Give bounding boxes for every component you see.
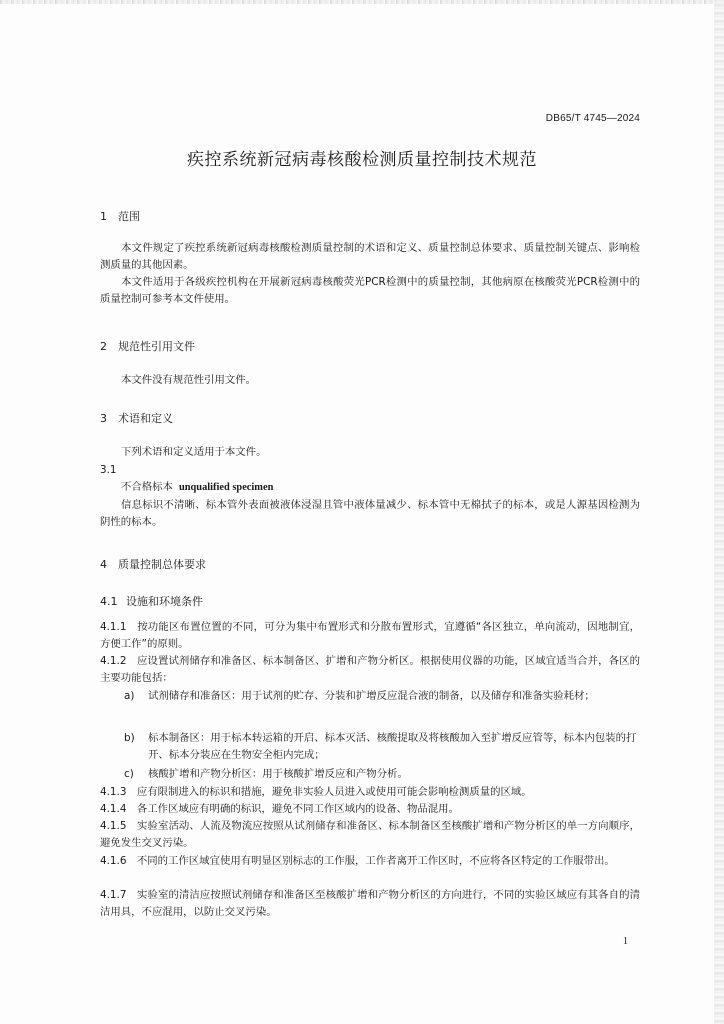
section-2-heading [100, 338, 195, 354]
section-number: 4.1 [100, 595, 118, 608]
section-3-para-1: 下列术语和定义适用于本文件。 [121, 446, 267, 458]
clause-4-1-4: 4.1.4 各工作区域应有明确的标识，避免不同工作区域内的设备、物品混用。 [100, 803, 459, 815]
clause-4-1-6: 4.1.6 不同的工作区域宜使用有明显区别标志的工作服，工作者离开工作区时，不应将各区特定的工作服带出。 [100, 855, 615, 867]
section-number: 4 [100, 558, 107, 571]
standard-number: DB65/T 4745—2024 [545, 113, 640, 124]
section-title: 设施和环境条件 [126, 595, 203, 608]
clause-4-1-1: 4.1.1 按功能区布置位置的不同，可分为集中布置形式和分散布置形式，宜遵循“各区独立，单向流动，因地制宜，方便工作”的原则。 [100, 621, 640, 650]
section-4-heading [100, 556, 206, 572]
term-zh: 不合格标本 [121, 481, 173, 493]
section-3-heading [100, 410, 173, 426]
section-title: 质量控制总体要求 [118, 558, 206, 571]
clause-4-1-5: 4.1.5 实验室活动、人流及物流应按照从试剂储存和准备区、标本制备区至核酸扩增和产物分析区的单一方向顺序，避免发生交叉污染。 [100, 820, 640, 849]
list-text: 核酸扩增和产物分析区：用于核酸扩增反应和产物分析。 [148, 768, 408, 780]
section-1-heading [100, 208, 140, 224]
list-label: b) [124, 732, 135, 744]
scan-edge-top [0, 0, 724, 4]
section-title: 术语和定义 [118, 412, 173, 425]
section-number: 1 [100, 210, 107, 223]
list-item-b [124, 730, 640, 764]
clause-4-1-3: 4.1.3 应有限制进入的标识和措施，避免非实验人员进入或使用可能会影响检测质量的区域。 [100, 786, 532, 798]
section-4-1-heading [100, 593, 203, 609]
document-title: 疾控系统新冠病毒核酸检测质量控制技术规范 [187, 150, 537, 170]
page-number: 1 [623, 936, 628, 947]
section-title: 规范性引用文件 [118, 340, 195, 353]
list-item-c [124, 766, 640, 783]
list-text: 试剂储存和准备区：用于试剂的贮存、分装和扩增反应混合液的制备，以及储存和准备实验耗材； [148, 690, 595, 702]
clause-4-1-2: 4.1.2 应设置试剂储存和准备区、标本制备区、扩增和产物分析区。根据使用仪器的功能，区域宜适当合并，各区的主要功能包括： [100, 655, 640, 684]
list-label: a) [124, 690, 135, 702]
clause-4-1-7: 4.1.7 实验室的清洁应按照试剂储存和准备区至核酸扩增和产物分析区的方向进行，不同的实验区域应有其各自的清洁用具，不应混用，以防止交叉污染。 [100, 889, 640, 918]
section-number: 3 [100, 412, 107, 425]
section-1-para-2: 本文件适用于各级疾控机构在开展新冠病毒核酸荧光PCR检测中的质量控制，其他病原在核酸荧光PCR检测中的质量控制可参考本文件使用。 [100, 276, 640, 305]
section-2-para-1: 本文件没有规范性引用文件。 [121, 374, 257, 386]
term-3-1-name [100, 479, 640, 496]
term-3-1-definition: 信息标识不清晰、标本管外表面被液体浸湿且管中液体量减少、标本管中无棉拭子的标本，或是人源基因检测为阴性的标本。 [100, 499, 640, 528]
term-3-1-number: 3.1 [100, 464, 117, 476]
section-title: 范围 [118, 210, 140, 223]
list-label: c) [124, 768, 134, 780]
list-text: 标本制备区：用于标本转运箱的开启、标本灭活、核酸提取及将核酸加入至扩增反应管等，标本内包装的打开、标本分装应在生物安全柜内完成； [148, 732, 637, 761]
section-1-para-1: 本文件规定了疾控系统新冠病毒核酸检测质量控制的术语和定义、质量控制总体要求、质量控制关键点、影响检测质量的其他因素。 [100, 242, 640, 271]
section-number: 2 [100, 340, 107, 353]
term-en: unqualified specimen [178, 482, 274, 493]
list-item-a [124, 688, 640, 705]
